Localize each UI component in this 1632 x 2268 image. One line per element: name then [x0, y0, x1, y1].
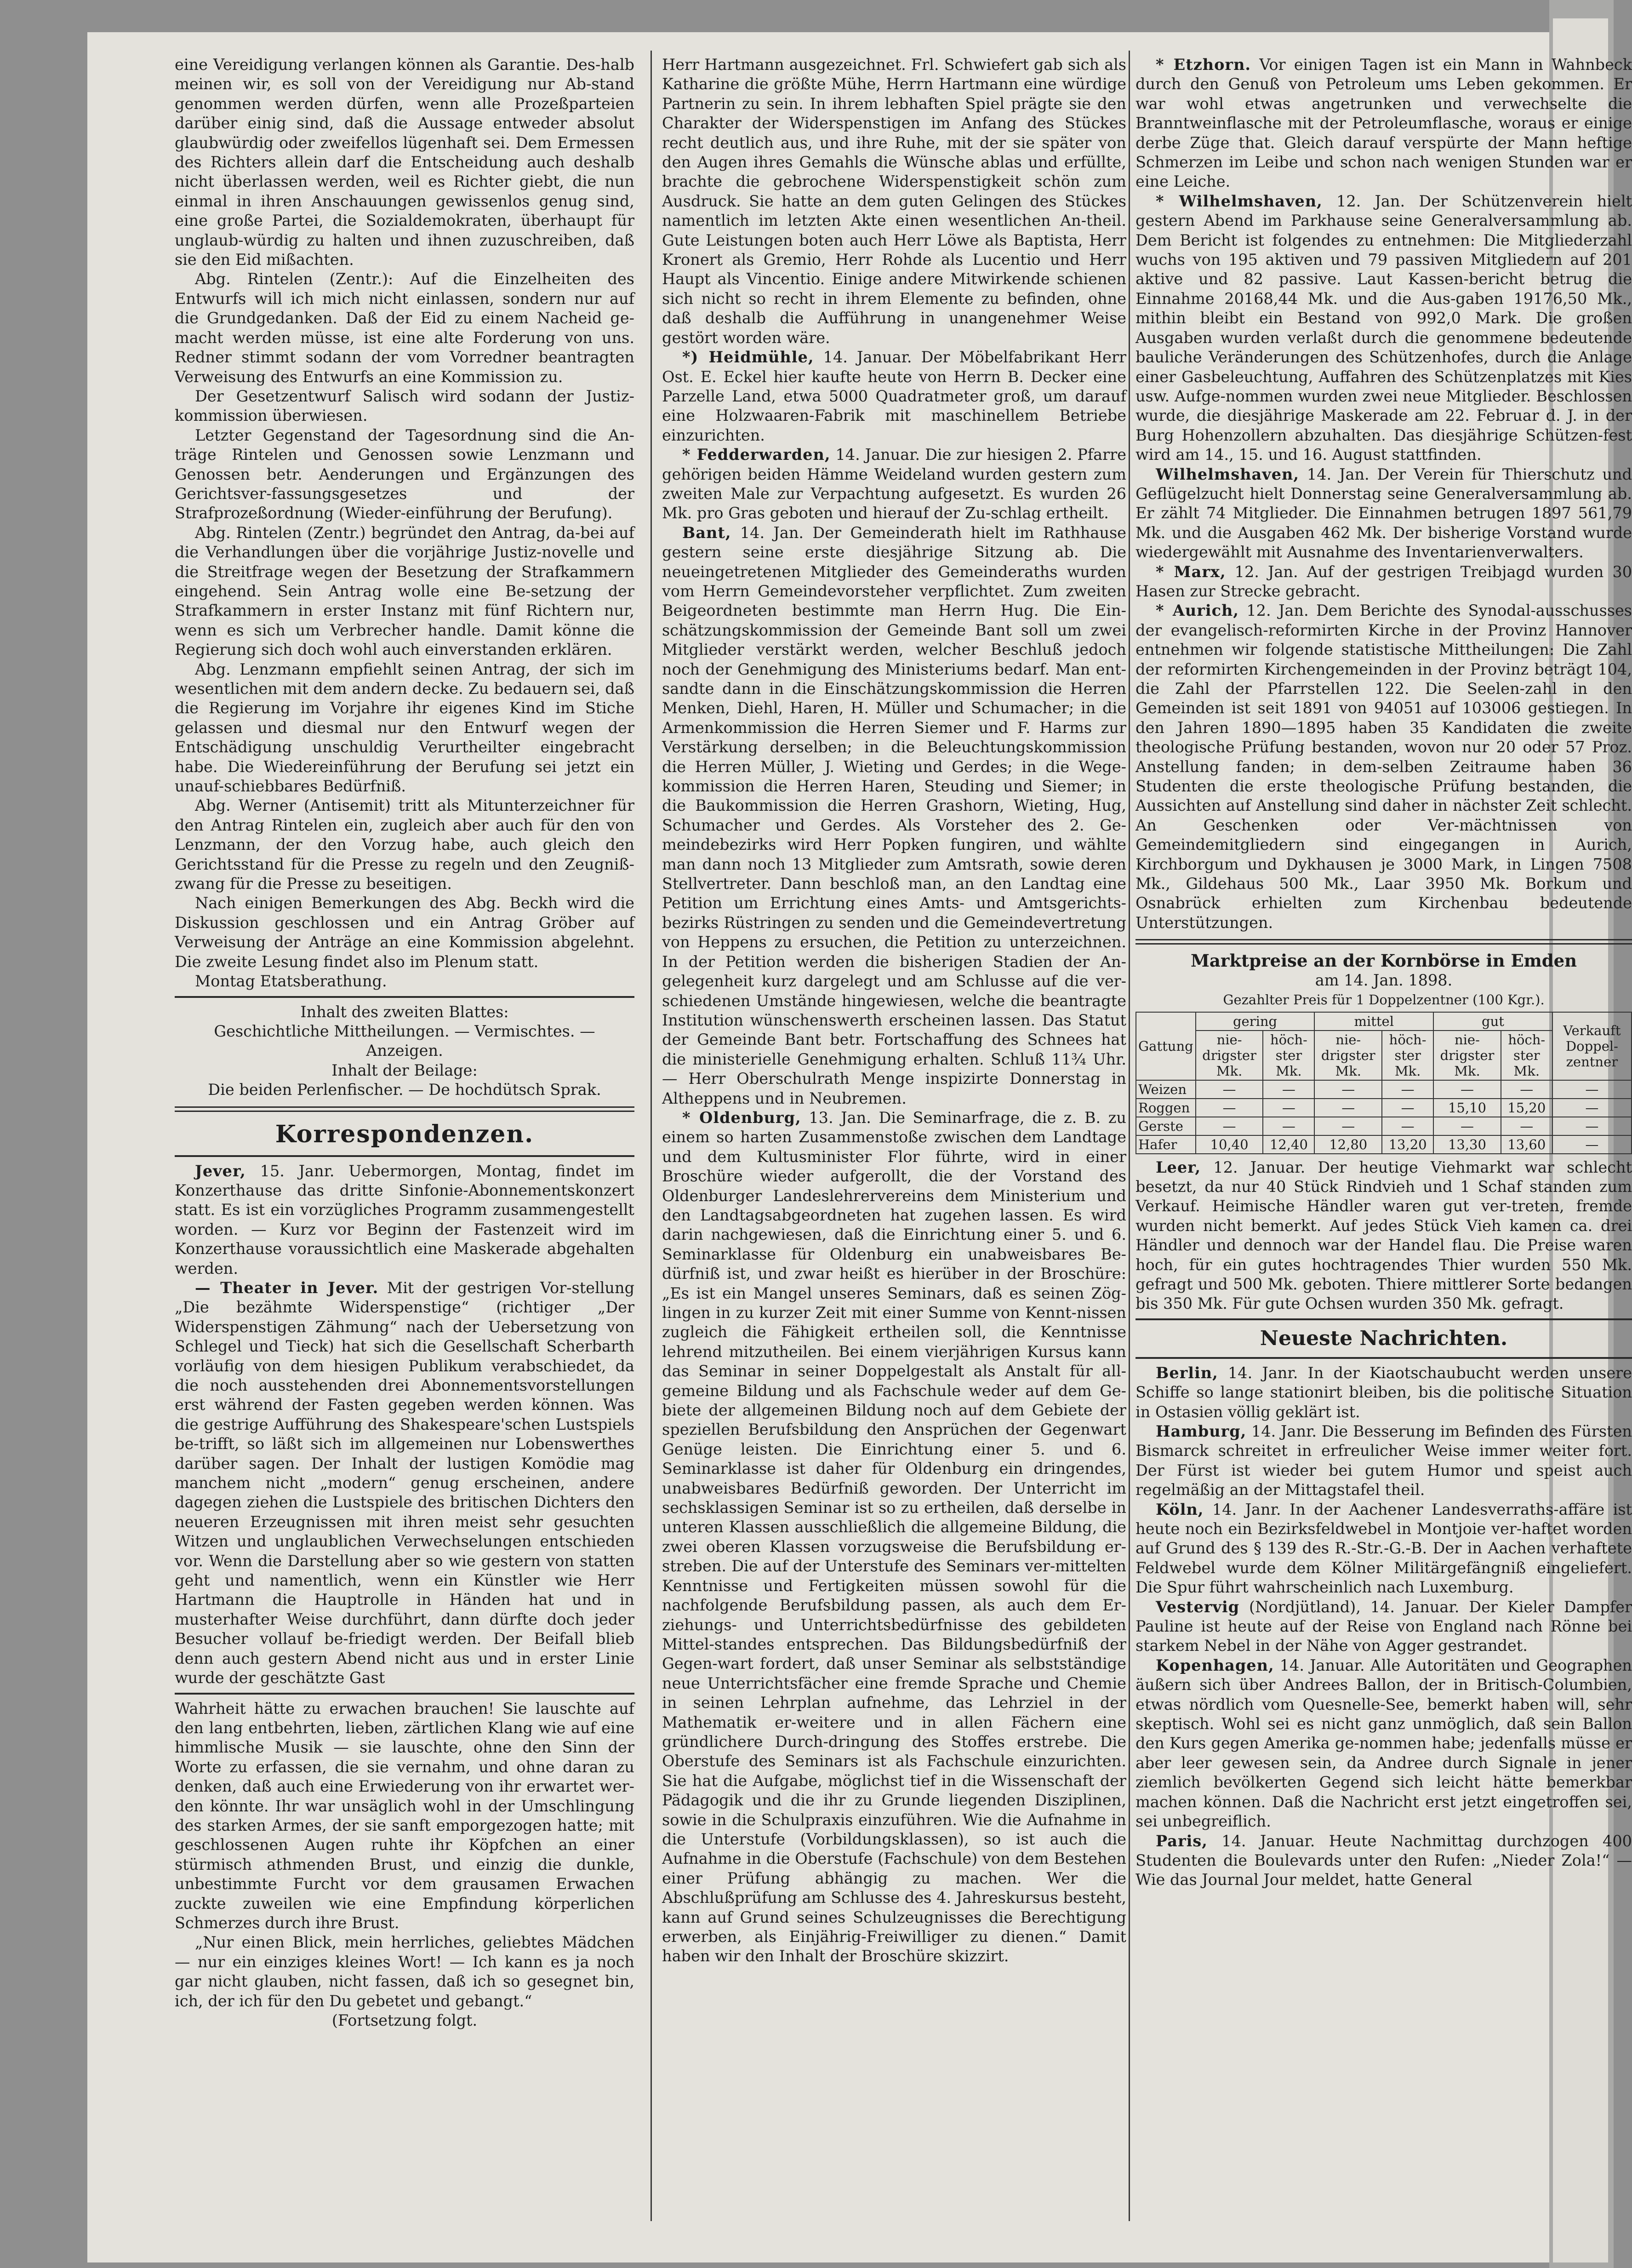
- feuilleton-footer: (Fortsetzung folgt.: [331, 2011, 478, 2029]
- dateline-fedderwarden: * Fedderwarden,: [682, 446, 831, 464]
- paragraph: Der Gesetzentwurf Salisch wird sodann der Justiz-kommission überwiesen.: [175, 387, 634, 425]
- grain-name: Weizen: [1136, 1080, 1196, 1099]
- dateline-heidmuehle: *) Heidmühle,: [682, 348, 814, 367]
- column-separator: [651, 51, 652, 2221]
- price-cell: —: [1196, 1099, 1263, 1117]
- article-koeln: 14. Janr. In der Aachener Landesverraths-affäre ist heute noch ein Bezirksfeldwebel in Montjoie ver-haftet worden auf Grund des § 139 des R.-Str.-G.-B. Der in Aachen verhaftete Feldwebel wurde dem Kölner Militärgefängniß eingeliefert. Die Spur führt wahrscheinlich nach Luxemburg.: [1136, 1500, 1632, 1597]
- price-cell: —: [1314, 1117, 1382, 1135]
- header-high: höch-ster Mk.: [1382, 1031, 1433, 1080]
- article-aurich: 12. Jan. Dem Berichte des Synodal-ausschusses der evangelisch-reformirten Kirche in der Provinz Hannover entnehmen wir folgende statistische Mittheilungen: Die Zahl der reformirten Kirchengemeinden in der Provinz beträgt 104, die Zahl der Pfarrstellen 122. Die Seelen-zahl in den Gemeinden ist seit 1891 von 94051 auf 103006 gestiegen. In den Jahren 1890—1895 haben 35 Kandidaten die zweite theologische Prüfung bestanden, wovon nur 20 oder 57 Proz. Anstellung fanden; in dem-selben Zeitraume haben 36 Studenten die erste theologische Prüfung bestanden, die Aussichten auf Anstellung sind daher in nächster Zeit schlecht. An Geschenken oder Ver-mächtnissen von Gemeindemitgliedern sind eingegangen in Aurich, Kirchborgum und Dykhausen je 3000 Mark, in Lingen 7508 Mk., Gildehaus 500 Mk., Laar 3950 Mk. Borkum und Osnabrück erhielten zum Kirchenbau bedeutende Unterstützungen.: [1136, 601, 1632, 932]
- divider: [175, 996, 634, 998]
- feuilleton-quote: „Nur einen Blick, mein herrliches, geliebtes Mädchen — nur ein einziges kleines Wort! — Ich kann es ja noch gar nicht glauben, nicht fassen, daß ich so gesegnet bin, ich, der ich für den Du gebetet und gebangt.“: [175, 1933, 634, 2010]
- dateline-wilhelmshaven: * Wilhelmshaven,: [1156, 192, 1323, 210]
- column-3: [1136, 55, 1632, 2226]
- price-cell: 12,80: [1314, 1135, 1382, 1154]
- price-cell: 13,60: [1501, 1135, 1552, 1154]
- grain-name: Hafer: [1136, 1135, 1196, 1154]
- dateline-berlin: Berlin,: [1156, 1363, 1218, 1382]
- price-cell: 12,40: [1263, 1135, 1314, 1154]
- feuilleton-text: Wahrheit hätte zu erwachen brauchen! Sie lauschte auf den lang entbehrten, lieben, zärtlichen Klang wie auf eine himmlische Musik — sie lauschte, ohne den Sinn der Worte zu erfassen, die sie vernahm, und ohne daran zu denken, daß auch eine Erwiederung von ihr erwartet wer-den könnte. Ihr war unsäglich wohl in der Umschlingung des starken Armes, der sie sanft emporgezogen hatte; mit geschlossenen Augen ruhte ihr Köpfchen an einer stürmisch athmenden Brust, und einzig die dunkle, unbestimmte Furcht vor dem grausamen Erwachen zuckte zuweilen wie eine Empfindung körperlichen Schmerzes durch ihre Brust.: [175, 1699, 634, 1932]
- contents-heading: Inhalt des zweiten Blattes:: [300, 1002, 509, 1021]
- article-theater: Mit der gestrigen Vor-stellung „Die bezähmte Widerspenstige“ (richtiger „Der Widerspenstigen Zähmung“ nach der Uebersetzung von Schlegel und Tieck) hat sich die Gesellschaft Scherbarth vorläufig von dem hiesigen Publikum verabschiedet, da die noch ausstehenden drei Abonnementsvorstellungen erst während der Fasten gegeben werden können. Was die gestrige Aufführung des Shakespeare'schen Lustspiels be-trifft, so läßt sich im allgemeinen nur Lobenswerthes darüber sagen. Der Inhalt der lustigen Komödie mag manchem nicht „modern“ genug erscheinen, andere dagegen ziehen die Lustspiele des britischen Dichters den neueren Erzeugnissen mit ihren meist sehr gesuchten Witzen und unglaublichen Verwechselungen entschieden vor. Wenn die Darstellung aber so wie gestern von statten geht und namentlich, wenn ein Künstler wie Herr Hartmann die Hauptrolle in Händen hat und in musterhafter Weise durchführt, dann dürfte doch jeder Besucher vollauf be-friedigt werden. Der Beifall blieb denn auch gestern Abend nicht aus und in erster Linie wurde der geschätzte Gast: [175, 1278, 635, 1687]
- article-jever: 15. Janr. Uebermorgen, Montag, findet im Konzerthause das dritte Sinfonie-Abonnementskonzert statt. Es ist ein vorzügliches Programm zusammengestellt worden. — Kurz vor Beginn der Fastenzeit wird im Konzerthause voraussichtlich eine Maskerade abgehalten werden.: [175, 1162, 635, 1277]
- dateline-jever: Jever,: [195, 1162, 246, 1180]
- price-cell: —: [1552, 1135, 1632, 1154]
- paragraph: Letzter Gegenstand der Tagesordnung sind die An-träge Rintelen und Genossen sowie Lenzmann und Genossen betr. Aenderungen und Ergänzungen des Gerichtsver-fassungsgesetzes und der Strafprozeßordnung (Wieder-einführung der Berufung).: [175, 426, 634, 522]
- header-group: gut: [1433, 1012, 1552, 1031]
- price-cell: —: [1263, 1099, 1314, 1117]
- header-low: nie-drigster Mk.: [1433, 1031, 1501, 1080]
- feuilleton-divider: [175, 1693, 634, 1695]
- header-group: mittel: [1314, 1012, 1433, 1031]
- header-group: gering: [1196, 1012, 1315, 1031]
- dateline-paris: Paris,: [1156, 1832, 1208, 1850]
- article-heidmuehle: 14. Januar. Der Möbelfabrikant Herr Ost. E. Eckel hier kaufte heute von Herrn B. Decker eine Parzelle Land, etwa 5000 Quadratmeter groß, um darauf eine Holzwaaren-Fabrik mit maschinellem Betriebe einzurichten.: [662, 348, 1127, 444]
- article-leer: 12. Januar. Der heutige Viehmarkt war schlecht besetzt, da nur 40 Stück Rindvieh und 1 Schaf standen zum Verkauf. Heimische Händler waren gut ver-treten, fremde wurden nicht bemerkt. Auf jedes Stück Vieh kamen ca. drei Händler und dennoch war der Handel flau. Die Preise waren hoch, für ein gutes hochtragendes Thier wurden 550 Mk. gefragt und 500 Mk. geboten. Thiere mittlerer Sorte bedangen bis 350 Mk. Für gute Ochsen wurden 350 Mk. gefragt.: [1136, 1158, 1632, 1313]
- dateline-leer: Leer,: [1156, 1158, 1201, 1176]
- price-cell: —: [1263, 1117, 1314, 1135]
- price-cell: —: [1382, 1080, 1433, 1099]
- article-wilhelmshaven-2: 14. Jan. Der Verein für Thierschutz und Geflügelzucht hielt Donnerstag seine Generalversammlung ab. Er zählt 74 Mitglieder. Die Einnahmen betrugen 1897 561,79 Mk. und die Ausgaben 462 Mk. Der bisherige Vorstand wurde wiedergewählt mit Ausnahme des Inventarienverwalters.: [1136, 465, 1632, 561]
- price-cell: —: [1382, 1099, 1433, 1117]
- article-paris: 14. Januar. Heute Nachmittag durchzogen 400 Studenten die Boulevards unter den Rufen: „Nieder Zola!“ — Wie das Journal Jour meldet, hatte General: [1136, 1832, 1632, 1889]
- dateline-wilhelmshaven-2: Wilhelmshaven,: [1156, 465, 1300, 483]
- price-cell: 13,20: [1382, 1135, 1433, 1154]
- article-wilhelmshaven: 12. Jan. Der Schützenverein hielt gestern Abend im Parkhause seine Generalversammlung ab. Dem Bericht ist folgendes zu entnehmen: Die Mitgliederzahl wuchs von 195 aktiven und 79 passiven Mitgliedern auf 201 aktive und 82 passive. Laut Kassen-bericht betrug die Einnahme 20168,44 Mk. und die Aus-gaben 19176,50 Mk., mithin bleibt ein Bestand von 992,0 Mark. Die großen Ausgaben wurden verlaßt durch die genommene bedeutende bauliche Veränderungen des Schützenhofes, durch die Anlage einer Gasbeleuchtung, Auffahren des Schützenplatzes mit Kies usw. Aufge-nommen wurden zwei neue Mitglieder. Beschlossen wurde, die diesjährige Maskerade am 22. Februar d. J. in der Burg Hohenzollern abzuhalten. Das diesjährige Schützen-fest wird am 14., 15. und 16. August stattfinden.: [1136, 192, 1632, 464]
- article-oldenburg: 13. Jan. Die Seminarfrage, die z. B. zu einem so harten Zusammenstoße zwischen dem Landtage und dem Kultusminister Flor führte, wird in einer Broschüre wieder aufgerollt, die der Vorstand des Oldenburger Landeslehrervereins dem Ministerium und den Landtagsabgeordneten hat zugehen lassen. Es wird darin nachgewiesen, daß die Einrichtung einer 5. und 6. Seminarklasse für Oldenburg ein unabweisbares Be-dürfniß ist, und zwar heißt es hierüber in der Broschüre: „Es ist ein Mangel unseres Seminars, daß es seinen Zög-lingen in zu kurzer Zeit mit einer Summe von Kennt-nissen zugleich die Fähigkeit ertheilen soll, die Kenntnisse lehrend mitzutheilen. Bei einem vierjährigen Kursus kann das Seminar in seiner Doppelgestalt als Anstalt für all-gemeine Bildung und als Fachschule weder auf dem Ge-biete der allgemeinen Bildung noch auf dem Gebiete der speziellen Berufsbildung den Ansprüchen der Gegenwart Genüge leisten. Die Einrichtung einer 5. und 6. Seminarklasse ist daher für Oldenburg ein dringendes, unabweisbares Bedürfniß geworden. Der Unterricht im sechsklassigen Seminar ist so zu ertheilen, daß derselbe in unteren Klassen ausschließlich die allgemeine Bildung, die zwei oberen Klassen vorzugsweise die Berufsbildung er-streben. Die auf der Unterstufe des Seminars ver-mittelten Kenntnisse und Fertigkeiten müssen sowohl für die nachfolgende Berufsbildung passen, als auch dem Er-ziehungs- und Unterrichtsbedürfnisse des gebildeten Mittel-standes entsprechen. Das Bildungsbedürfniß der Gegen-wart fordert, daß unser Seminar als selbstständige neue Unterrichtsfächer eine fremde Sprache und Chemie in seinen Lehrplan aufnehme, das Lehrziel in der Mathematik er-weitere und in allen Fächern eine gründlichere Durch-dringung des Stoffes erstrebe. Die Oberstufe des Seminars ist als Fachschule einzurichten. Sie hat die Aufgabe, möglichst tief in die Wissenschaft der Pädagogik und die ihr zu Grunde liegenden Disziplinen, sowie in die Schulpraxis einzuführen. Wie die Aufnahme in die Unterstufe (Vorbildungsklassen), so ist auch die Aufnahme in die Oberstufe (Fachschule) von dem Bestehen einer Prüfung abhängig zu machen. Wer die Abschlußprüfung am Schlusse des 4. Jahreskursus besteht, kann auf Grund seines Schulzeugnisses die Berechtigung erwerben, als Einjährig-Freiwilliger zu dienen.“ Damit haben wir den Inhalt der Broschüre skizzirt.: [662, 1108, 1126, 1965]
- dateline-koeln: Köln,: [1156, 1500, 1204, 1518]
- header-high: höch-ster Mk.: [1501, 1031, 1552, 1080]
- paragraph: Abg. Lenzmann empfiehlt seinen Antrag, der sich im wesentlichen mit dem andern decke. Zu bedauern sei, daß die Regierung im Vorjahre ihr eigenes Kind im Stiche gelassen und diesmal nur den Entwurf wegen der Entschädigung unschuldig Verurtheilter eingebracht habe. Die Wiedereinführung der Berufung sei jetzt ein unauf-schiebbares Bedürfniß.: [175, 660, 634, 796]
- article-vestervig: (Nordjütland), 14. Januar. Der Kieler Dampfer Pauline ist heute auf der Reise von England nach Rönne bei starkem Nebel in der Nähe von Agger gestrandet.: [1136, 1598, 1632, 1655]
- article-berlin: 14. Janr. In der Kiaotschaubucht werden unsere Schiffe so lange stationirt bleiben, bis die politische Situation in Ostasien völlig geklärt ist.: [1136, 1363, 1632, 1421]
- price-cell: 15,20: [1501, 1099, 1552, 1117]
- article-marx: 12. Jan. Auf der gestrigen Treibjagd wurden 30 Hasen zur Strecke gebracht.: [1136, 562, 1632, 600]
- market-subtitle: Gezahlter Preis für 1 Doppelzentner (100 Kgr.).: [1223, 992, 1545, 1008]
- price-cell: —: [1382, 1117, 1433, 1135]
- article-etzhorn: Vor einigen Tagen ist ein Mann in Wahnbeck durch den Genuß von Petroleum ums Leben gekommen. Er war wohl etwas angetrunken und verwechselte die Branntweinflasche mit der Petroleumflasche, woraus er einige derbe Züge that. Gleich darauf verspürte der Mann heftige Schmerzen im Leibe und schon nach wenigen Stunden war er eine Leiche.: [1136, 56, 1632, 191]
- divider-double: [175, 1106, 634, 1112]
- paragraph: Abg. Werner (Antisemit) tritt als Mitunterzeichner für den Antrag Rintelen ein, zugleich aber auch für den von Lenzmann, der den Vorzug habe, auch gleich den Gerichtsstand für die Presse zu regeln und den Zeugniß-zwang für die Presse zu beseitigen.: [175, 796, 634, 893]
- table-row: [1136, 1080, 1632, 1099]
- grain-name: Roggen: [1136, 1099, 1196, 1117]
- column-2: [662, 55, 1126, 2226]
- header-low: nie-drigster Mk.: [1196, 1031, 1263, 1080]
- divider: [1136, 1357, 1632, 1359]
- paragraph: Abg. Rintelen (Zentr.) begründet den Antrag, da-bei auf die Verhandlungen über die vorjährige Justiz-novelle und die Streitfrage wegen der Besetzung der Strafkammern eingehend. Sein Antrag wolle eine Be-setzung der Strafkammern in erster Instanz mit fünf Richtern nur, wenn es sich um Verbrecher handle. Damit könne die Regierung sich doch wohl auch einverstanden erklären.: [175, 523, 634, 659]
- newspaper-page: [87, 32, 1632, 2262]
- price-cell: —: [1314, 1099, 1382, 1117]
- article-bant: 14. Jan. Der Gemeinderath hielt im Rathhause gestern seine erste diesjährige Sitzung ab. Die neueingetretenen Mitglieder des Gemeinderaths wurden vom Herrn Gemeindevorsteher verpflichtet. Zum zweiten Beigeordneten bestimmte man Herrn Hug. Die Ein-schätzungskommission der Gemeinde Bant soll um zwei Mitglieder verstärkt werden, welcher Beschluß jedoch noch der Genehmigung des Ministeriums bedarf. Man ent-sandte dann in die Einschätzungskommission die Herren Menken, Diehl, Haren, H. Müller und Schumacher; in die Armenkommission die Herren Siemer und F. Harms zur Verstärkung derselben; in die Beleuchtungskommission die Herren Müller, J. Wieting und Gerdes; in die Wege-kommission die Herren Haren, Steuding und Siemer; in die Baukommission die Herren Grashorn, Wieting, Hug, Schumacher und Gerdes. Als Vorsteher des 2. Ge-meindebezirks wird Herr Popken fungiren, und wählte man dann noch 13 Mitglieder zum Amtsrath, sowie deren Stellvertreter. Dann beschloß man, an den Landtag eine Petition um Errichtung eines Amts- und Amtsgerichts-bezirks Rüstringen zu senden und die Gemeindevertretung von Heppens zu ersuchen, die Petition zu unterzeichnen. In der Petition werden die bisherigen Stadien der An-gelegenheit kurz dargelegt und am Schlusse auf die ver-schiedenen Umstände hingewiesen, welche die beantragte Institution wünschenswerth erscheinen lassen. Das Statut der Gemeinde Bant betr. Fortschaffung des Schnees hat die ministerielle Genehmigung erhalten. Schluß 11¾ Uhr. — Herr Oberschulrath Menge inspizirte Donnerstag in Altheppens und in Neubremen.: [662, 523, 1127, 1107]
- price-cell: —: [1433, 1080, 1501, 1099]
- paragraph: Montag Etatsberathung.: [195, 972, 387, 991]
- header-gattung: Gattung: [1136, 1012, 1196, 1080]
- market-title: Marktpreise an der Kornbörse in Emden: [1190, 951, 1577, 971]
- price-cell: —: [1552, 1080, 1632, 1099]
- header-high: höch-ster Mk.: [1263, 1031, 1314, 1080]
- section-title: Korrespondenzen.: [275, 1120, 534, 1148]
- dateline-bant: Bant,: [682, 523, 731, 542]
- divider: [175, 1155, 634, 1157]
- price-cell: —: [1501, 1117, 1552, 1135]
- price-cell: —: [1552, 1117, 1632, 1135]
- dateline-oldenburg: * Oldenburg,: [682, 1108, 801, 1127]
- price-cell: —: [1552, 1099, 1632, 1117]
- news-title: Neueste Nachrichten.: [1260, 1326, 1508, 1350]
- paragraph: Nach einigen Bemerkungen des Abg. Beckh wird die Diskussion geschlossen und ein Antrag Gröber auf Verweisung der Anträge an eine Kommission abgelehnt. Die zweite Lesung findet also im Plenum statt.: [175, 894, 634, 971]
- column-separator: [1129, 51, 1130, 2221]
- article-hamburg: 14. Janr. Die Besserung im Befinden des Fürsten Bismarck schreitet in erfreulicher Weise immer weiter fort. Der Fürst ist wieder bei gutem Humor und speist auch regelmäßig an der Mittagstafel theil.: [1136, 1422, 1632, 1499]
- grain-name: Gerste: [1136, 1117, 1196, 1135]
- contents-text: Geschichtliche Mittheilungen. — Vermischtes. — Anzeigen.: [214, 1022, 595, 1060]
- dateline-aurich: * Aurich,: [1156, 601, 1239, 620]
- article-theater-continued: Herr Hartmann ausgezeichnet. Frl. Schwiefert gab sich als Katharine die größte Mühe, Herrn Hartmann eine würdige Partnerin zu sein. In ihrem lebhaften Spiel prägte sie den Charakter der Widerspenstigen im Anfang des Stückes recht deutlich aus, und ihre Ruhe, mit der sie später von den Augen ihres Gemahls die Wünsche ablas und erfüllte, brachte die gebrochene Widerspenstigkeit schön zum Ausdruck. Sie hatte an dem guten Gelingen des Stückes namentlich im letzten Akte einen wesentlichen An-theil. Gute Leistungen boten auch Herr Löwe als Baptista, Herr Kronert als Gremio, Herr Rohde als Lucentio und Herr Haupt als Vincentio. Einige andere Mitwirkende schienen sich nicht so recht in ihrem Elemente zu befinden, ohne daß deshalb die Aufführung in unangenehmer Weise gestört worden wäre.: [662, 56, 1126, 347]
- article-kopenhagen: 14. Januar. Alle Autoritäten und Geographen äußern sich über Andrees Ballon, der in Britisch-Columbien, etwas nördlich vom Quesnelle-See, bemerkt haben will, sehr skeptisch. Wohl sei es nicht ganz unmöglich, daß sein Ballon den Kurs gegen Amerika ge-nommen habe; jedenfalls müsse er aber leer gewesen sein, da Andree durch Signale in jener ziemlich bevölkerten Gegend sich leicht hätte bemerkbar machen können. Daß die Nachricht erst jetzt eingetroffen sei, sei unbegreiflich.: [1136, 1656, 1632, 1831]
- divider: [1136, 1318, 1632, 1320]
- market-date: am 14. Jan. 1898.: [1315, 971, 1453, 989]
- price-cell: 15,10: [1433, 1099, 1501, 1117]
- price-cell: —: [1433, 1117, 1501, 1135]
- supplement-heading: Inhalt der Beilage:: [331, 1061, 478, 1079]
- dateline-hamburg: Hamburg,: [1156, 1422, 1247, 1440]
- price-cell: 13,30: [1433, 1135, 1501, 1154]
- header-low: nie-drigster Mk.: [1314, 1031, 1382, 1080]
- dateline-theater: — Theater in Jever.: [195, 1278, 379, 1297]
- table-row: [1136, 1099, 1632, 1117]
- supplement-text: Die beiden Perlenfischer. — De hochdütsch Sprak.: [208, 1081, 601, 1099]
- table-row: [1136, 1117, 1632, 1135]
- column-1: [175, 55, 634, 2226]
- article-fedderwarden: 14. Januar. Die zur hiesigen 2. Pfarre gehörigen beiden Hämme Weideland wurden gestern zum zweiten Male zur Verpachtung aufgesetzt. Es wurden 26 Mk. pro Gras geboten und hierauf der Zu-schlag ertheilt.: [662, 446, 1127, 522]
- price-cell: —: [1196, 1117, 1263, 1135]
- price-cell: —: [1314, 1080, 1382, 1099]
- header-verkauft: Verkauft Doppel-zentner: [1552, 1012, 1632, 1080]
- paragraph: Abg. Rintelen (Zentr.): Auf die Einzelheiten des Entwurfs will ich mich nicht einlassen, sondern nur auf die Grundgedanken. Daß der Eid zu einem Nacheid ge-macht werden müsse, ist eine alte Forderung von uns. Redner stimmt sodann der vom Vorredner beantragten Verweisung des Entwurfs an eine Kommission zu.: [175, 270, 634, 386]
- dateline-marx: * Marx,: [1156, 562, 1226, 581]
- dateline-vestervig: Vestervig: [1156, 1598, 1240, 1616]
- market-price-table: [1136, 1012, 1632, 1154]
- dateline-kopenhagen: Kopenhagen,: [1156, 1656, 1274, 1674]
- dateline-etzhorn: * Etzhorn.: [1156, 56, 1251, 74]
- divider-double: [1136, 939, 1632, 945]
- paragraph: eine Vereidigung verlangen können als Garantie. Des-halb meinen wir, es soll von der Vereidigung nur Ab-stand genommen werden dürfen, wenn alle Prozeßparteien darüber einig sind, daß die Aussage entweder absolut glaubwürdig oder zweifellos lügenhaft sei. Dem Ermessen des Richters allein darf die Entscheidung auch deshalb nicht überlassen werden, weil es Richter giebt, die nun einmal in ihren Anschauungen gewissenlos genug sind, eine große Partei, die Sozialdemokraten, überhaupt für unglaub-würdig zu halten und ihnen zuzuschreiben, daß sie den Eid mißachten.: [175, 56, 634, 269]
- table-row: [1136, 1135, 1632, 1154]
- price-cell: 10,40: [1196, 1135, 1263, 1154]
- price-cell: —: [1501, 1080, 1552, 1099]
- price-cell: —: [1196, 1080, 1263, 1099]
- price-cell: —: [1263, 1080, 1314, 1099]
